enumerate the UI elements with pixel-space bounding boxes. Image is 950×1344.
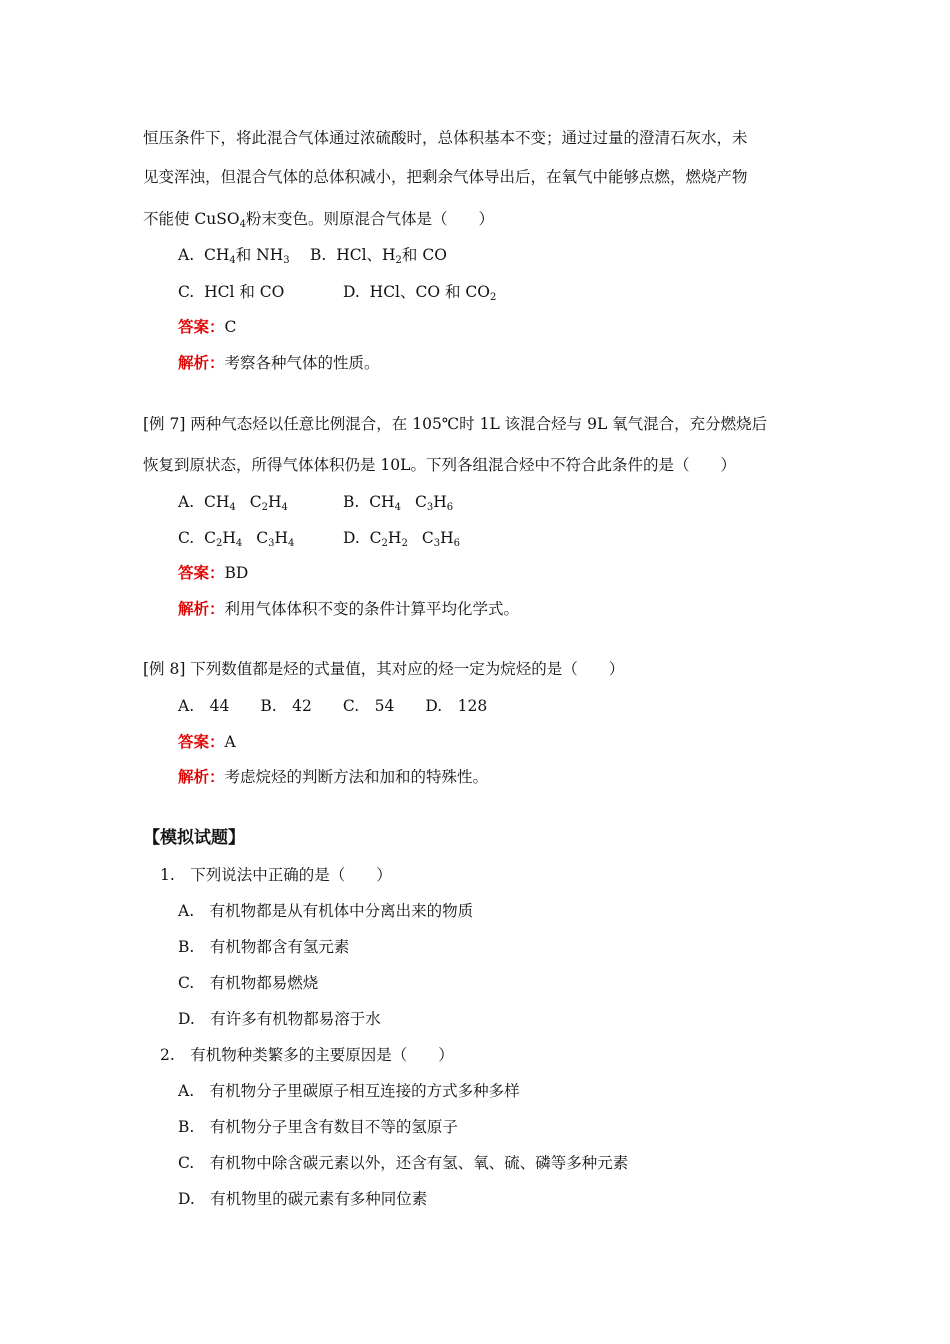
ex7-stem-line-2: 恢复到原状态，所得气体体积仍是 10L。下列各组混合烃中不符合此条件的是（ ） [143,456,736,474]
ex6-option-d: D. HCl、CO 和 $CO_2$ [343,283,497,303]
q1-option-a: A. 有机物都是从有机体中分离出来的物质 [178,902,474,920]
ex6-stem-line-3: 不能使 CuSO$_4$粉末变色。则原混合气体是（ ） [143,210,494,230]
analysis-label: 解析： [178,353,225,372]
q2-option-d: D. 有机物里的碳元素有多种同位素 [178,1190,428,1208]
ex6-stem-line-2: 见变浑浊，但混合气体的总体积减小，把剩余气体导出后，在氧气中能够点燃，燃烧产物 [143,168,748,186]
analysis-label: 解析： [178,599,225,618]
ex7-option-c: C. $C_2H_4$ $C_3H_4$ [178,529,295,549]
ex6-answer: 答案：C [178,317,237,336]
q1-option-b: B. 有机物都含有氢元素 [178,938,350,956]
ex7-option-a: A. $CH_4$ $C_2H_4$ [178,493,288,513]
section-title: 【模拟试题】 [143,828,245,848]
ex6-option-b: B. HCl、$H_2$和 CO [310,246,447,266]
q1-stem: 1. 下列说法中正确的是（ ） [160,866,392,884]
q2-option-b: B. 有机物分子里含有数目不等的氢原子 [178,1118,458,1136]
ex7-option-b: B. $CH_4$ $C_3H_6$ [343,493,454,513]
q1-option-c: C. 有机物都易燃烧 [178,974,319,992]
q2-stem: 2. 有机物种类繁多的主要原因是（ ） [160,1046,454,1064]
ex6-analysis: 解析：考察各种气体的性质。 [178,353,380,372]
ex7-answer: 答案：BD [178,563,249,582]
q2-option-a: A. 有机物分子里碳原子相互连接的方式多种多样 [178,1082,520,1100]
q2-option-c: C. 有机物中除含碳元素以外，还含有氢、氧、硫、磷等多种元素 [178,1154,629,1172]
ex8-stem: [例 8] 下列数值都是烃的式量值，其对应的烃一定为烷烃的是（ ） [143,660,625,678]
ex8-options: A. 44 B. 42 C. 54 D. 128 [178,697,488,715]
ex7-stem-line-1: [例 7] 两种气态烃以任意比例混合，在 105℃时 1L 该混合烃与 9L 氧气混合，充分燃烧后 [143,415,768,433]
q1-option-d: D. 有许多有机物都易溶于水 [178,1010,381,1028]
analysis-label: 解析： [178,767,225,786]
answer-label: 答案： [178,732,225,751]
ex6-stem-line-1: 恒压条件下，将此混合气体通过浓硫酸时，总体积基本不变；通过过量的澄清石灰水，未 [143,129,748,147]
ex6-option-c: C. HCl 和 CO [178,283,285,301]
ex6-option-a: A. $CH_4$和 $NH_3$ [178,246,290,266]
ex8-analysis: 解析：考虑烷烃的判断方法和加和的特殊性。 [178,767,489,786]
answer-label: 答案： [178,317,225,336]
answer-label: 答案： [178,563,225,582]
ex7-analysis: 解析：利用气体体积不变的条件计算平均化学式。 [178,599,520,618]
ex7-option-d: D. $C_2H_2$ $C_3H_6$ [343,529,460,549]
ex8-answer: 答案：A [178,732,236,751]
